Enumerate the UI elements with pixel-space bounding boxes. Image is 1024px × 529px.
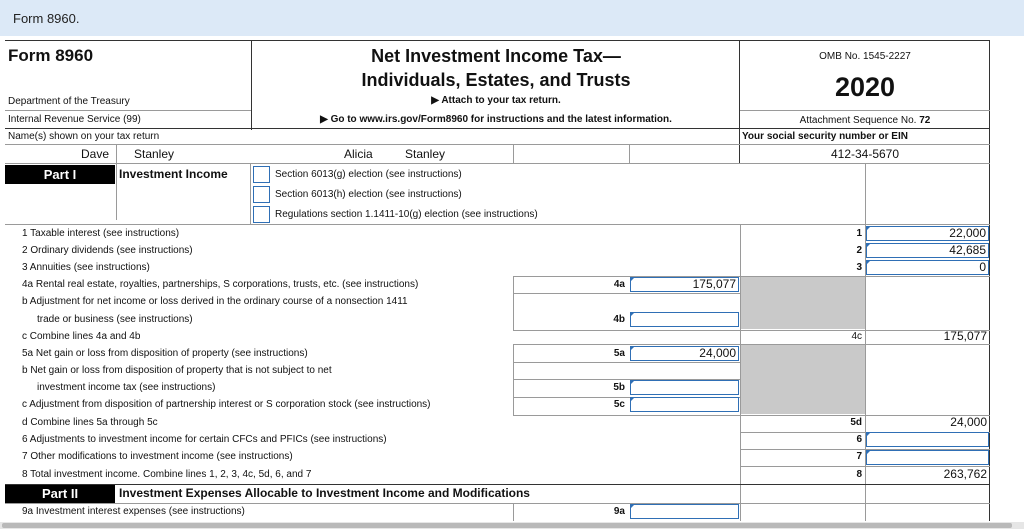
line-5d-label: d Combine lines 5a through 5c [22, 417, 158, 428]
line-5a-label: 5a Net gain or loss from disposition of property (see instructions) [22, 348, 308, 359]
line-6-label: 6 Adjustments to investment income for certain CFCs and PFICs (see instructions) [22, 434, 387, 445]
election-6013h-label: Section 6013(h) election (see instructions) [275, 189, 462, 200]
taxpayer-first-name[interactable]: Dave [81, 147, 110, 161]
line-4b-amount[interactable] [630, 312, 739, 327]
horizontal-scrollbar[interactable] [0, 522, 1024, 529]
line-7-label: 7 Other modifications to investment income (see instructions) [22, 451, 293, 462]
part2-label: Part II [5, 485, 115, 503]
attachment-sequence-prefix: Attachment Sequence No. [799, 115, 917, 126]
line-5b-label: b Net gain or loss from disposition of property that is not subject to net [22, 365, 332, 376]
spouse-first-name[interactable]: Alicia [344, 147, 373, 161]
attachment-sequence-number: 72 [919, 115, 931, 126]
line-8-label: 8 Total investment income. Combine lines 1, 2, 3, 4c, 5d, 6, and 7 [22, 469, 312, 480]
line-5c-label: c Adjustment from disposition of partnership interest or S corporation stock (see instructions) [22, 399, 431, 410]
line-6-number: 6 [856, 434, 862, 445]
attachment-sequence [740, 115, 990, 126]
tax-year: 2020 [834, 72, 896, 102]
page-title-bar [0, 0, 1024, 36]
form-title-line1: Net Investment Income Tax— [371, 46, 621, 66]
election-1411-checkbox[interactable] [253, 206, 270, 223]
election-6013g-checkbox[interactable] [253, 166, 270, 183]
part2-title: Investment Expenses Allocable to Investment Income and Modifications [119, 486, 530, 500]
ssn-label: Your social security number or EIN [742, 131, 908, 142]
line-5b-number: 5b [613, 382, 625, 393]
line-5d-amount: 24,000 [950, 415, 987, 429]
form-title-line2: Individuals, Estates, and Trusts [361, 70, 631, 90]
spouse-last-name[interactable]: Stanley [405, 147, 446, 161]
line-4c-number: 4c [851, 331, 862, 342]
line-9a-number: 9a [613, 506, 625, 517]
line-5b-amount[interactable] [630, 380, 739, 395]
line-3-number: 3 [856, 262, 862, 273]
line-1-number: 1 [856, 228, 862, 239]
form-number: Form 8960 [8, 46, 94, 65]
line-5b-label-cont: investment income tax (see instructions) [37, 382, 216, 393]
line-2-label: 2 Ordinary dividends (see instructions) [22, 245, 193, 256]
attach-instruction: ▶ Attach to your tax return. [431, 95, 561, 106]
line-3-amount[interactable]: 0 [866, 260, 989, 275]
line-4a-amount[interactable]: 175,077 [630, 277, 739, 292]
shaded-cell-4 [741, 277, 865, 329]
irs-label: Internal Revenue Service (99) [8, 114, 141, 125]
line-4c-label: c Combine lines 4a and 4b [22, 331, 141, 342]
line-4a-number: 4a [613, 279, 625, 290]
line-2-amount[interactable]: 42,685 [866, 243, 989, 258]
line-4c-amount: 175,077 [943, 329, 987, 343]
ssn-value[interactable]: 412-34-5670 [830, 147, 900, 161]
line-9a-label: 9a Investment interest expenses (see instructions) [22, 506, 245, 517]
omb-number: OMB No. 1545-2227 [819, 51, 911, 62]
page-title: Form 8960. [13, 11, 80, 26]
line-4b-label: b Adjustment for net income or loss derived in the ordinary course of a nonsection 1411 [22, 296, 408, 307]
shaded-cell-5 [741, 345, 865, 414]
election-6013g-label: Section 6013(g) election (see instructions) [275, 169, 462, 180]
part1-label: Part I [5, 165, 115, 184]
line-5a-number: 5a [613, 348, 625, 359]
line-6-amount[interactable] [866, 432, 989, 447]
line-4a-label: 4a Rental real estate, royalties, partnerships, S corporations, trusts, etc. (see instructions) [22, 279, 419, 290]
election-6013h-checkbox[interactable] [253, 186, 270, 203]
line-1-amount[interactable]: 22,000 [866, 226, 989, 241]
line-5a-amount[interactable]: 24,000 [630, 346, 739, 361]
taxpayer-last-name[interactable]: Stanley [134, 147, 175, 161]
line-5c-number: 5c [613, 399, 625, 410]
line-1-label: 1 Taxable interest (see instructions) [22, 228, 180, 239]
line-3-label: 3 Annuities (see instructions) [22, 262, 150, 273]
line-5c-amount[interactable] [630, 397, 739, 412]
line-7-amount[interactable] [866, 450, 989, 465]
goto-instruction: ▶ Go to www.irs.gov/Form8960 for instructions and the latest information. [320, 114, 672, 125]
line-4b-number: 4b [613, 314, 625, 325]
names-label: Name(s) shown on your tax return [8, 131, 160, 142]
scrollbar-thumb[interactable] [2, 523, 1012, 528]
line-7-number: 7 [856, 451, 862, 462]
part1-title: Investment Income [119, 167, 228, 181]
line-8-amount: 263,762 [943, 467, 987, 481]
election-1411-label: Regulations section 1.1411-10(g) election (see instructions) [275, 209, 538, 220]
line-8-number: 8 [856, 469, 862, 480]
line-5d-number: 5d [850, 417, 862, 428]
line-9a-amount[interactable] [630, 504, 739, 519]
line-4b-label-cont: trade or business (see instructions) [37, 314, 193, 325]
department-label: Department of the Treasury [8, 96, 130, 107]
line-2-number: 2 [856, 245, 862, 256]
